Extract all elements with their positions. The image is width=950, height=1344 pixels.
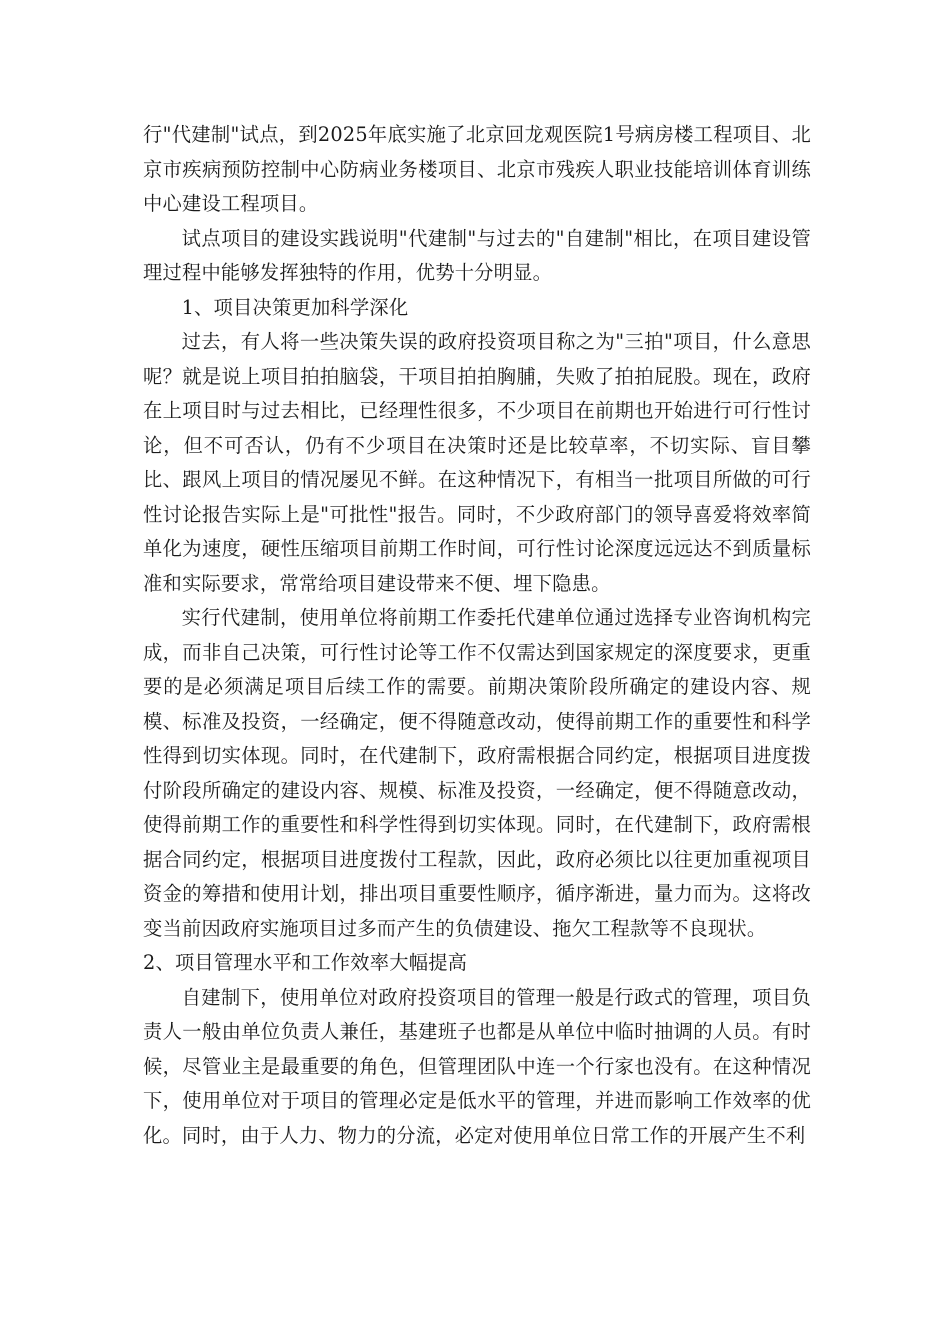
paragraph-pilot-projects: 行"代建制"试点，到2025年底实施了北京回龙观医院1号病房楼工程项目、北京市疾病预防控制中心防病业务楼项目、北京市残疾人职业技能培训体育训练中心建设工程项目。 — [143, 123, 811, 215]
paragraph-three-pat-projects: 过去，有人将一些决策失误的政府投资项目称之为"三拍"项目，什么意思呢？就是说上项目拍拍脑袋，干项目拍拍胸脯，失败了拍拍屁股。现在，政府在上项目时与过去相比，已经理性很多，不少项目在前期也开始进行可行性讨论，但不可否认，仍有不少项目在决策时还是比较草率，不切实际、盲目攀比、跟风上项目的情况屡见不鲜。在这种情况下，有相当一批项目所做的可行性讨论报告实际上是"可批性"报告。同时，不少政府部门的领导喜爱将效率简单化为速度，硬性压缩项目前期工作时间，可行性讨论深度远远达不到质量标准和实际要求，常常给项目建设带来不便、埋下隐患。 — [143, 330, 811, 595]
paragraph-pilot-advantages: 试点项目的建设实践说明"代建制"与过去的"自建制"相比，在项目建设管理过程中能够发挥独特的作用，优势十分明显。 — [143, 226, 811, 284]
paragraph-agent-construction: 实行代建制，使用单位将前期工作委托代建单位通过选择专业咨询机构完成，而非自己决策，可行性讨论等工作不仅需达到国家规定的深度要求，更重要的是必须满足项目后续工作的需要。前期决策阶段所确定的建设内容、规模、标准及投资，一经确定，便不得随意改动，使得前期工作的重要性和科学性得到切实体现。同时，在代建制下，政府需根据合同约定，根据项目进度拨付阶段所确定的建设内容、规模、标准及投资，一经确定，便不得随意改动，使得前期工作的重要性和科学性得到切实体现。同时，在代建制下，政府需根据合同约定，根据项目进度拨付工程款，因此，政府必须比以往更加重视项目资金的筹措和使用计划，排出项目重要性顺序，循序渐进，量力而为。这将改变当前因政府实施项目过多而产生的负债建设、拖欠工程款等不良现状。 — [143, 606, 811, 940]
section-heading-2: 2、项目管理水平和工作效率大幅提高 — [143, 951, 468, 974]
section-heading-1: 1、项目决策更加科学深化 — [181, 295, 409, 319]
document-page — [143, 118, 811, 1153]
paragraph-self-construction: 自建制下，使用单位对政府投资项目的管理一般是行政式的管理，项目负责人一般由单位负责人兼任，基建班子也都是从单位中临时抽调的人员。有时候，尽管业主是最重要的角色，但管理团队中连一个行家也没有。在这种情况下，使用单位对于项目的管理必定是低水平的管理，并进而影响工作效率的优化。同时，由于人力、物力的分流，必定对使用单位日常工作的开展产生不利 — [143, 985, 811, 1147]
